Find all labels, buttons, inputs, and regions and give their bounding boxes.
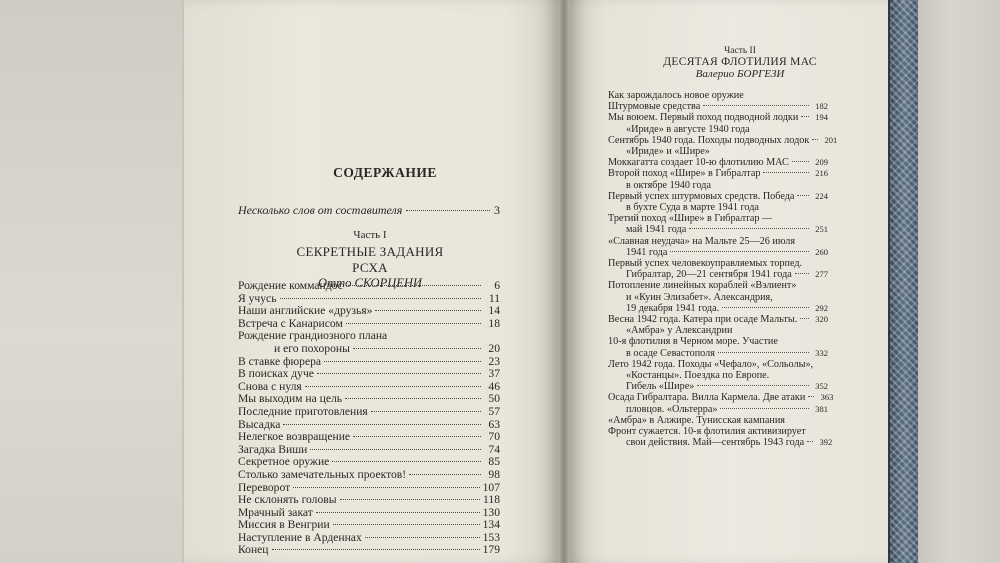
leader-dots: [797, 195, 809, 196]
entry-title: Третий поход «Шире» в Гибралтар —: [608, 213, 773, 225]
entry-title: пловцов. «Ольтерра»: [626, 403, 718, 415]
toc-entry: [238, 519, 500, 532]
entry-page: 85: [488, 455, 500, 469]
toc-entry: [608, 325, 828, 336]
toc-entry: [238, 494, 500, 507]
table-surface: [918, 0, 1000, 563]
entry-title: 1941 года: [626, 246, 668, 258]
entry-page: 201: [824, 134, 838, 145]
toc-entry: [608, 392, 834, 404]
intro-page: 3: [494, 203, 500, 217]
leader-dots: [808, 396, 814, 397]
toc-entry: [608, 437, 833, 449]
entry-page: 74: [488, 442, 500, 456]
leader-dots: [353, 348, 481, 349]
entry-title: Осада Гибралтара. Вилла Кармела. Две атаки: [608, 392, 806, 404]
entry-title: Мрачный закат: [238, 505, 313, 519]
leader-dots: [722, 307, 809, 308]
leader-dots: [310, 449, 481, 450]
entry-title: Конец: [238, 543, 269, 557]
toc-entry: [608, 258, 828, 269]
entry-title: Лето 1942 года. Походы «Чефало», «Сольолы»,: [608, 358, 814, 370]
entry-page: 98: [488, 467, 500, 481]
entry-title: 10-я флотилия в Черном море. Участие: [608, 336, 778, 348]
leader-dots: [283, 424, 481, 425]
leader-dots: [718, 352, 809, 353]
entry-title: Моккагатта создает 10-ю флотилию МАС: [608, 157, 789, 169]
leader-dots: [409, 474, 481, 475]
leader-dots: [792, 161, 809, 162]
entry-title: Потопление линейных кораблей «Вэлиент»: [608, 280, 797, 292]
toc-entry: [238, 368, 500, 381]
toc-entry: [608, 157, 828, 168]
part-title: СЕКРЕТНЫЕ ЗАДАНИЯ РСХА: [296, 244, 444, 275]
part-number: Часть I: [353, 229, 387, 241]
entry-page: 37: [488, 367, 500, 381]
toc-entry: [238, 406, 500, 419]
entry-title: Сентябрь 1940 года. Походы подводных лодок: [608, 134, 810, 146]
entry-page: 118: [483, 493, 500, 507]
toc-entry: [608, 168, 828, 179]
entry-title: и «Куин Элизабет». Александрия,: [626, 291, 773, 303]
entry-title: Штурмовые средства: [608, 101, 701, 113]
entry-page: 216: [815, 168, 828, 179]
entry-page: 11: [488, 291, 500, 305]
entry-title: Не склонять головы: [238, 493, 337, 507]
page-title: СОДЕРЖАНИЕ: [333, 165, 437, 180]
leader-dots: [697, 385, 809, 386]
entry-page: 70: [488, 430, 500, 444]
toc-entry: [238, 469, 500, 482]
toc-entry: [608, 247, 828, 258]
entry-title: «Костанцы». Поездка по Европе.: [626, 370, 770, 382]
leader-dots: [406, 210, 490, 211]
leader-dots: [272, 549, 480, 550]
leader-dots: [800, 318, 809, 319]
leader-dots: [280, 298, 482, 299]
entry-title: Весна 1942 года. Катера при осаде Мальты.: [608, 314, 798, 326]
entry-page: 57: [488, 404, 500, 418]
entry-title: Нелегкое возвращение: [238, 430, 351, 444]
entry-title: Встреча с Канарисом: [238, 316, 343, 330]
toc-entry: [608, 112, 828, 123]
entry-page: 352: [815, 381, 828, 392]
entry-title: Столько замечательных проектов!: [238, 467, 407, 481]
entry-title: «Ириде» и «Шире»: [626, 146, 710, 158]
leader-dots: [345, 398, 481, 399]
entry-title: «Ириде» в августе 1940 года: [626, 123, 750, 135]
leader-dots: [346, 323, 481, 324]
leader-dots: [340, 499, 481, 500]
entry-page: 392: [819, 437, 833, 448]
leader-dots: [317, 373, 481, 374]
entry-title: «Амбра» у Александрии: [626, 325, 733, 337]
entry-title: май 1941 года: [626, 224, 687, 236]
entry-page: 209: [815, 157, 828, 168]
entry-title: Последние приготовления: [238, 404, 368, 418]
entry-title: в октябре 1940 года: [626, 179, 711, 191]
entry-title: Рождение коммандос: [238, 279, 343, 292]
entry-title: В поисках дуче: [238, 367, 314, 381]
entry-title: Загадка Виши: [238, 442, 308, 456]
part-title: ДЕСЯТАЯ ФЛОТИЛИЯ МАС: [663, 56, 817, 68]
toc-entry: [608, 359, 828, 370]
entry-title: Гибель «Шире»: [626, 381, 695, 393]
toc-entry: [608, 381, 828, 392]
entry-page: 23: [488, 354, 500, 368]
leader-dots: [324, 361, 481, 362]
toc-entry: [238, 305, 500, 318]
toc-entry: [238, 532, 500, 545]
entry-title: «Славная неудача» на Мальте 25—26 июля: [608, 235, 796, 247]
entry-title: в осаде Севастополя: [626, 347, 715, 359]
toc-entry: [238, 343, 500, 356]
entry-title: Переворот: [238, 480, 291, 494]
toc-entry: [608, 180, 828, 191]
entry-page: 107: [482, 480, 500, 494]
toc-entry: [608, 314, 828, 325]
entry-page: 46: [488, 379, 500, 393]
entry-page: 20: [488, 341, 500, 355]
entry-title: Высадка: [238, 417, 281, 431]
toc-list-part-one: [238, 280, 500, 557]
entry-title: Первый успех штурмовых средств. Победа: [608, 190, 795, 202]
entry-title: Рождение грандиозного плана: [238, 329, 388, 343]
leader-dots: [316, 512, 480, 513]
leader-dots: [795, 273, 809, 274]
entry-title: Наступление в Арденнах: [238, 530, 362, 544]
leader-dots: [332, 461, 481, 462]
toc-entry: [608, 124, 828, 135]
entry-page: 50: [488, 392, 500, 406]
entry-page: 194: [815, 112, 828, 123]
entry-title: свои действия. Май—сентябрь 1943 года: [626, 437, 805, 449]
leader-dots: [305, 386, 481, 387]
entry-title: и его похороны: [274, 341, 350, 355]
entry-page: 130: [482, 505, 500, 519]
entry-title: Мы выходим на цель: [238, 392, 343, 406]
leader-dots: [293, 487, 479, 488]
leader-dots: [689, 228, 809, 229]
entry-page: 14: [488, 304, 500, 318]
toc-entry: [608, 292, 828, 303]
entry-title: Миссия в Венгрии: [238, 518, 330, 532]
entry-title: Наши английские «друзья»: [238, 304, 373, 318]
leader-dots: [763, 172, 809, 173]
leader-dots: [670, 251, 809, 252]
part-two-header: [640, 46, 840, 80]
toc-list-part-two: [608, 90, 838, 449]
entry-title: Первый успех человекоуправляемых торпед.: [608, 258, 803, 270]
toc-entry: [608, 202, 828, 213]
entry-title: Я учусь: [238, 291, 277, 305]
entry-page: 182: [815, 101, 828, 112]
entry-title: в бухте Суда в марте 1941 года: [626, 202, 759, 214]
entry-title: Снова с нуля: [238, 379, 302, 393]
entry-page: 292: [815, 302, 828, 313]
entry-title: Мы воюем. Первый поход подводной лодки: [608, 112, 799, 124]
entry-page: 320: [815, 314, 828, 325]
entry-page: 179: [482, 543, 500, 557]
toc-entry: [608, 426, 828, 437]
toc-entry: [238, 544, 500, 557]
toc-entry: [608, 134, 838, 146]
entry-page: 277: [815, 269, 828, 280]
entry-title: В ставке фюрера: [238, 354, 322, 368]
entry-page: 224: [815, 190, 828, 201]
leader-dots: [703, 105, 809, 106]
leader-dots: [371, 411, 481, 412]
toc-entry: [608, 213, 828, 224]
intro-label: Несколько слов от составителя: [238, 203, 403, 217]
entry-page: 251: [815, 224, 828, 235]
book-cover-edge: [888, 0, 920, 563]
leader-dots: [375, 310, 481, 311]
part-number: Часть II: [724, 46, 756, 56]
toc-entry: [608, 370, 828, 381]
entry-page: 260: [815, 246, 828, 257]
entry-page: 381: [815, 403, 828, 414]
part-author: Отто СКОРЦЕНИ: [318, 276, 422, 290]
entry-page: 153: [482, 530, 500, 544]
toc-entry: [608, 269, 828, 280]
entry-title: Гибралтар, 20—21 сентября 1941 года: [626, 269, 792, 281]
toc-entry: [608, 191, 828, 202]
entry-title: Фронт сужается. 10-я флотилия активизирует: [608, 426, 806, 438]
toc-entry: [608, 224, 828, 235]
leader-dots: [801, 116, 809, 117]
toc-entry: [238, 280, 500, 293]
entry-title: 19 декабря 1941 года.: [626, 302, 720, 314]
entry-page: 6: [494, 279, 500, 292]
part-author: Валерио БОРГЕЗИ: [695, 68, 785, 80]
leader-dots: [365, 537, 480, 538]
book-gutter: [558, 0, 570, 563]
entry-title: Как зарождалось новое оружие: [608, 90, 744, 101]
intro-entry: [238, 203, 500, 218]
toc-entry: [608, 280, 828, 291]
toc-entry: [608, 236, 828, 247]
leader-dots: [720, 408, 809, 409]
leader-dots: [807, 441, 813, 442]
entry-page: 63: [488, 417, 500, 431]
entry-page: 18: [488, 316, 500, 330]
entry-title: «Амбра» в Алжире. Тунисская кампания: [608, 414, 785, 426]
toc-entry: [608, 336, 828, 347]
entry-title: Секретное оружие: [238, 455, 330, 469]
toc-entry: [608, 404, 828, 415]
toc-entry: [608, 101, 828, 112]
toc-entry: [608, 415, 828, 426]
leader-dots: [333, 524, 480, 525]
toc-entry: [608, 90, 828, 101]
entry-page: 134: [482, 518, 500, 532]
toc-entry: [608, 303, 828, 314]
leader-dots: [353, 436, 481, 437]
toc-entry: [608, 146, 828, 157]
leader-dots: [346, 285, 481, 286]
entry-page: 332: [815, 347, 828, 358]
entry-page: 363: [820, 392, 834, 403]
toc-entry: [608, 348, 828, 359]
entry-title: Второй поход «Шире» в Гибралтар: [608, 168, 761, 180]
toc-entry: [238, 431, 500, 444]
leader-dots: [812, 139, 818, 140]
